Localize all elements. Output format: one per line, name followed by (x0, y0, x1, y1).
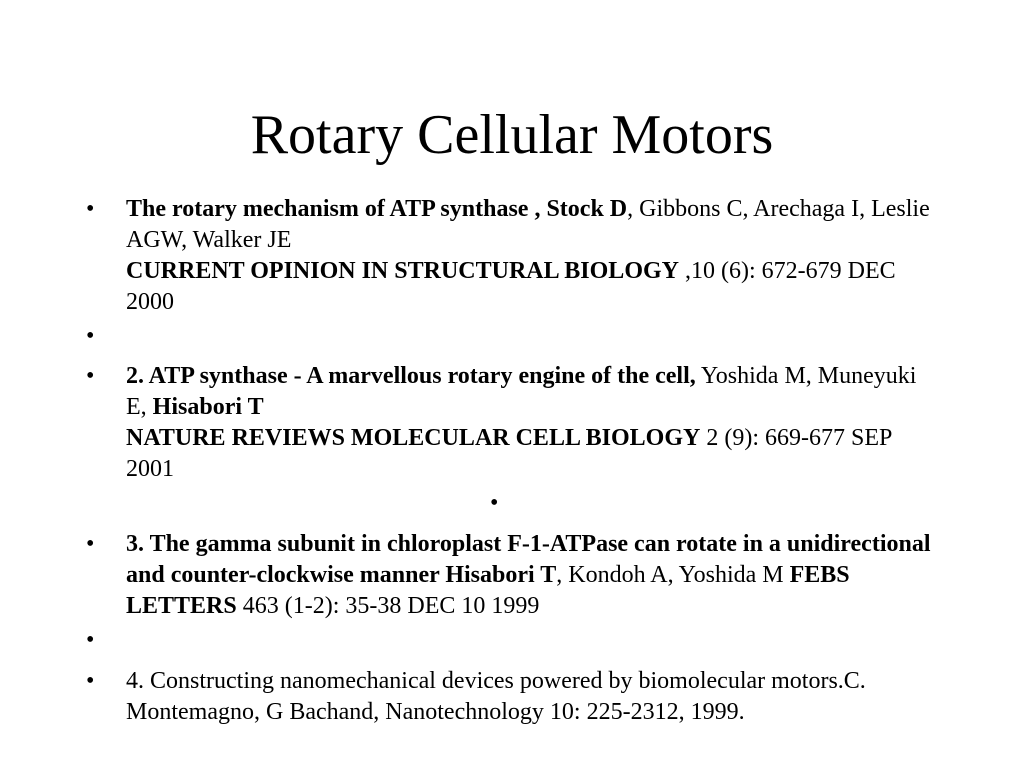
reference-authors: Yoshida M, Muneyuki E, (126, 363, 917, 420)
reference-authors: , Kondoh A, Yoshida M (556, 562, 790, 588)
bullet: • (86, 363, 95, 389)
reference-text: 4. Constructing nanomechanical devices powered by biomolecular motors.C. Montemagno, G Bachand, Nanotechnology 10: 225-2312, 1999. (126, 668, 866, 725)
bullet: • (490, 490, 499, 516)
list-item-empty (0, 622, 1024, 666)
reference-title: 2. ATP synthase - A marvellous rotary engine of the cell, (126, 363, 696, 389)
reference-citation: 2 (9): 669-677 SEP 2001 (126, 425, 892, 482)
reference-text (126, 194, 936, 318)
reference-citation: 463 (1-2): 35-38 DEC 10 1999 (236, 593, 540, 619)
reference-authors: , Gibbons C, Arechaga I, Leslie AGW, Walker JE (126, 196, 930, 253)
reference-lead-author: Hisabori T (152, 394, 264, 420)
reference-title: 3. The gamma subunit in chloroplast F-1-ATPase can rotate in a unidirectional and counter-clockwise manner Hisabori T (126, 531, 931, 588)
list-item-empty (0, 318, 1024, 361)
reference-journal: FEBS LETTERS (126, 562, 850, 619)
bullet: • (86, 323, 95, 349)
reference-journal: CURRENT OPINION IN STRUCTURAL BIOLOGY (126, 258, 679, 284)
reference-list (0, 194, 1024, 728)
reference-text (126, 529, 936, 622)
bullet: • (86, 531, 95, 557)
reference-text (126, 361, 936, 485)
list-item-ref3 (0, 529, 1024, 622)
reference-title: The rotary mechanism of ATP synthase , Stock D (126, 196, 628, 222)
list-item-ref1 (0, 194, 1024, 318)
reference-journal: NATURE REVIEWS MOLECULAR CELL BIOLOGY (126, 425, 701, 451)
list-item-ref2 (0, 361, 1024, 485)
reference-citation: ,10 (6): 672-679 DEC 2000 (126, 258, 896, 315)
bullet: • (86, 196, 95, 222)
bullet: • (86, 627, 95, 653)
list-item-ref4 (0, 666, 1024, 728)
list-item-empty-centered (0, 485, 1024, 529)
bullet: • (86, 668, 95, 694)
slide-title: Rotary Cellular Motors (250, 104, 774, 166)
